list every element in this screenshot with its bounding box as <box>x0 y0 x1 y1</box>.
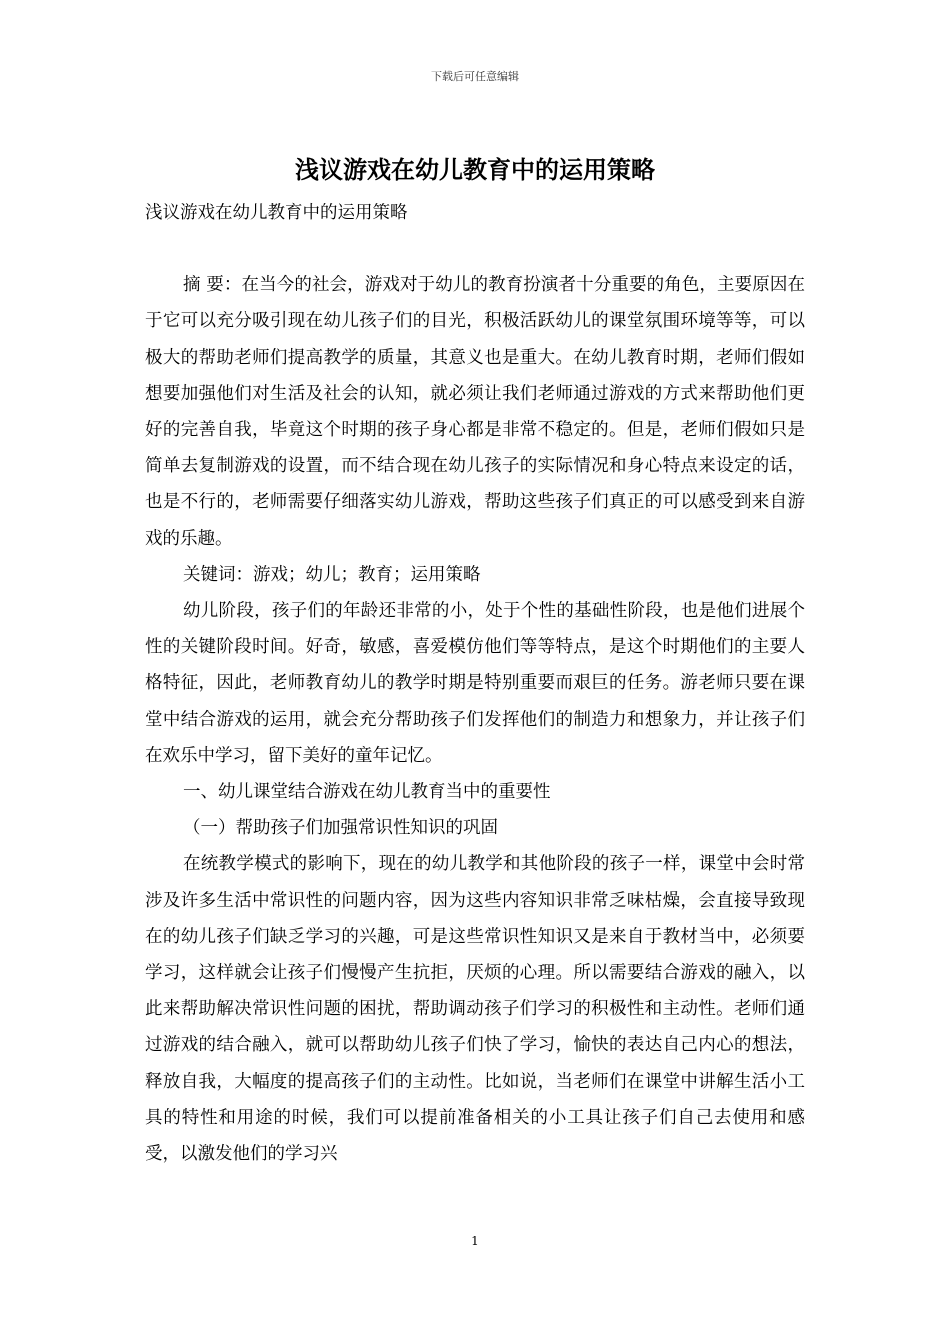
page-header-note: 下载后可任意编辑 <box>431 70 519 83</box>
intro-paragraph: 幼儿阶段，孩子们的年龄还非常的小，处于个性的基础性阶段，也是他们进展个性的关键阶段时间。好奇，敏感，喜爱模仿他们等等特点，是这个时期他们的主要人格特征，因此，老师教育幼儿的教学时期是特别重要而艰巨的任务。游老师只要在课堂中结合游戏的运用，就会充分帮助孩子们发挥他们的制造力和想象力，并让孩子们在欢乐中学习，留下美好的童年记忆。 <box>145 601 805 766</box>
document-subtitle: 浅议游戏在幼儿教育中的运用策略 <box>145 203 408 223</box>
document-body <box>145 195 805 1172</box>
keywords-line: 关键词：游戏；幼儿；教育；运用策略 <box>183 564 481 585</box>
subsection-heading: （一）帮助孩子们加强常识性知识的巩固 <box>183 818 498 839</box>
page-number: 1 <box>471 1234 479 1248</box>
abstract-paragraph: 摘 要：在当今的社会，游戏对于幼儿的教育扮演者十分重要的角色，主要原因在于它可以充分吸引现在幼儿孩子们的目光，积极活跃幼儿的课堂氛围环境等等，可以极大的帮助老师们提高教学的质量，其意义也是重大。在幼儿教育时期，老师们假如想要加强他们对生活及社会的认知，就必须让我们老师通过游戏的方式来帮助他们更好的完善自我，毕竟这个时期的孩子身心都是非常不稳定的。但是，老师们假如只是简单去复制游戏的设置，而不结合现在幼儿孩子的实际情况和身心特点来设定的话，也是不行的，老师需要仔细落实幼儿游戏，帮助这些孩子们真正的可以感受到来自游戏的乐趣。 <box>145 275 805 549</box>
subsection-paragraph: 在统教学模式的影响下，现在的幼儿教学和其他阶段的孩子一样，课堂中会时常涉及许多生活中常识性的问题内容，因为这些内容知识非常乏味枯燥，会直接导致现在的幼儿孩子们缺乏学习的兴趣，可是这些常识性知识又是来自于教材当中，必须要学习，这样就会让孩子们慢慢产生抗拒，厌烦的心理。所以需要结合游戏的融入，以此来帮助解决常识性问题的困扰，帮助调动孩子们学习的积极性和主动性。老师们通过游戏的结合融入，就可以帮助幼儿孩子们快了学习，愉快的表达自己内心的想法，释放自我，大幅度的提高孩子们的主动性。比如说，当老师们在课堂中讲解生活小工具的特性和用途的时候，我们可以提前准备相关的小工具让孩子们自己去使用和感受，以激发他们的学习兴 <box>145 854 805 1165</box>
section-heading: 一、幼儿课堂结合游戏在幼儿教育当中的重要性 <box>183 782 551 803</box>
document-title: 浅议游戏在幼儿教育中的运用策略 <box>295 155 655 184</box>
